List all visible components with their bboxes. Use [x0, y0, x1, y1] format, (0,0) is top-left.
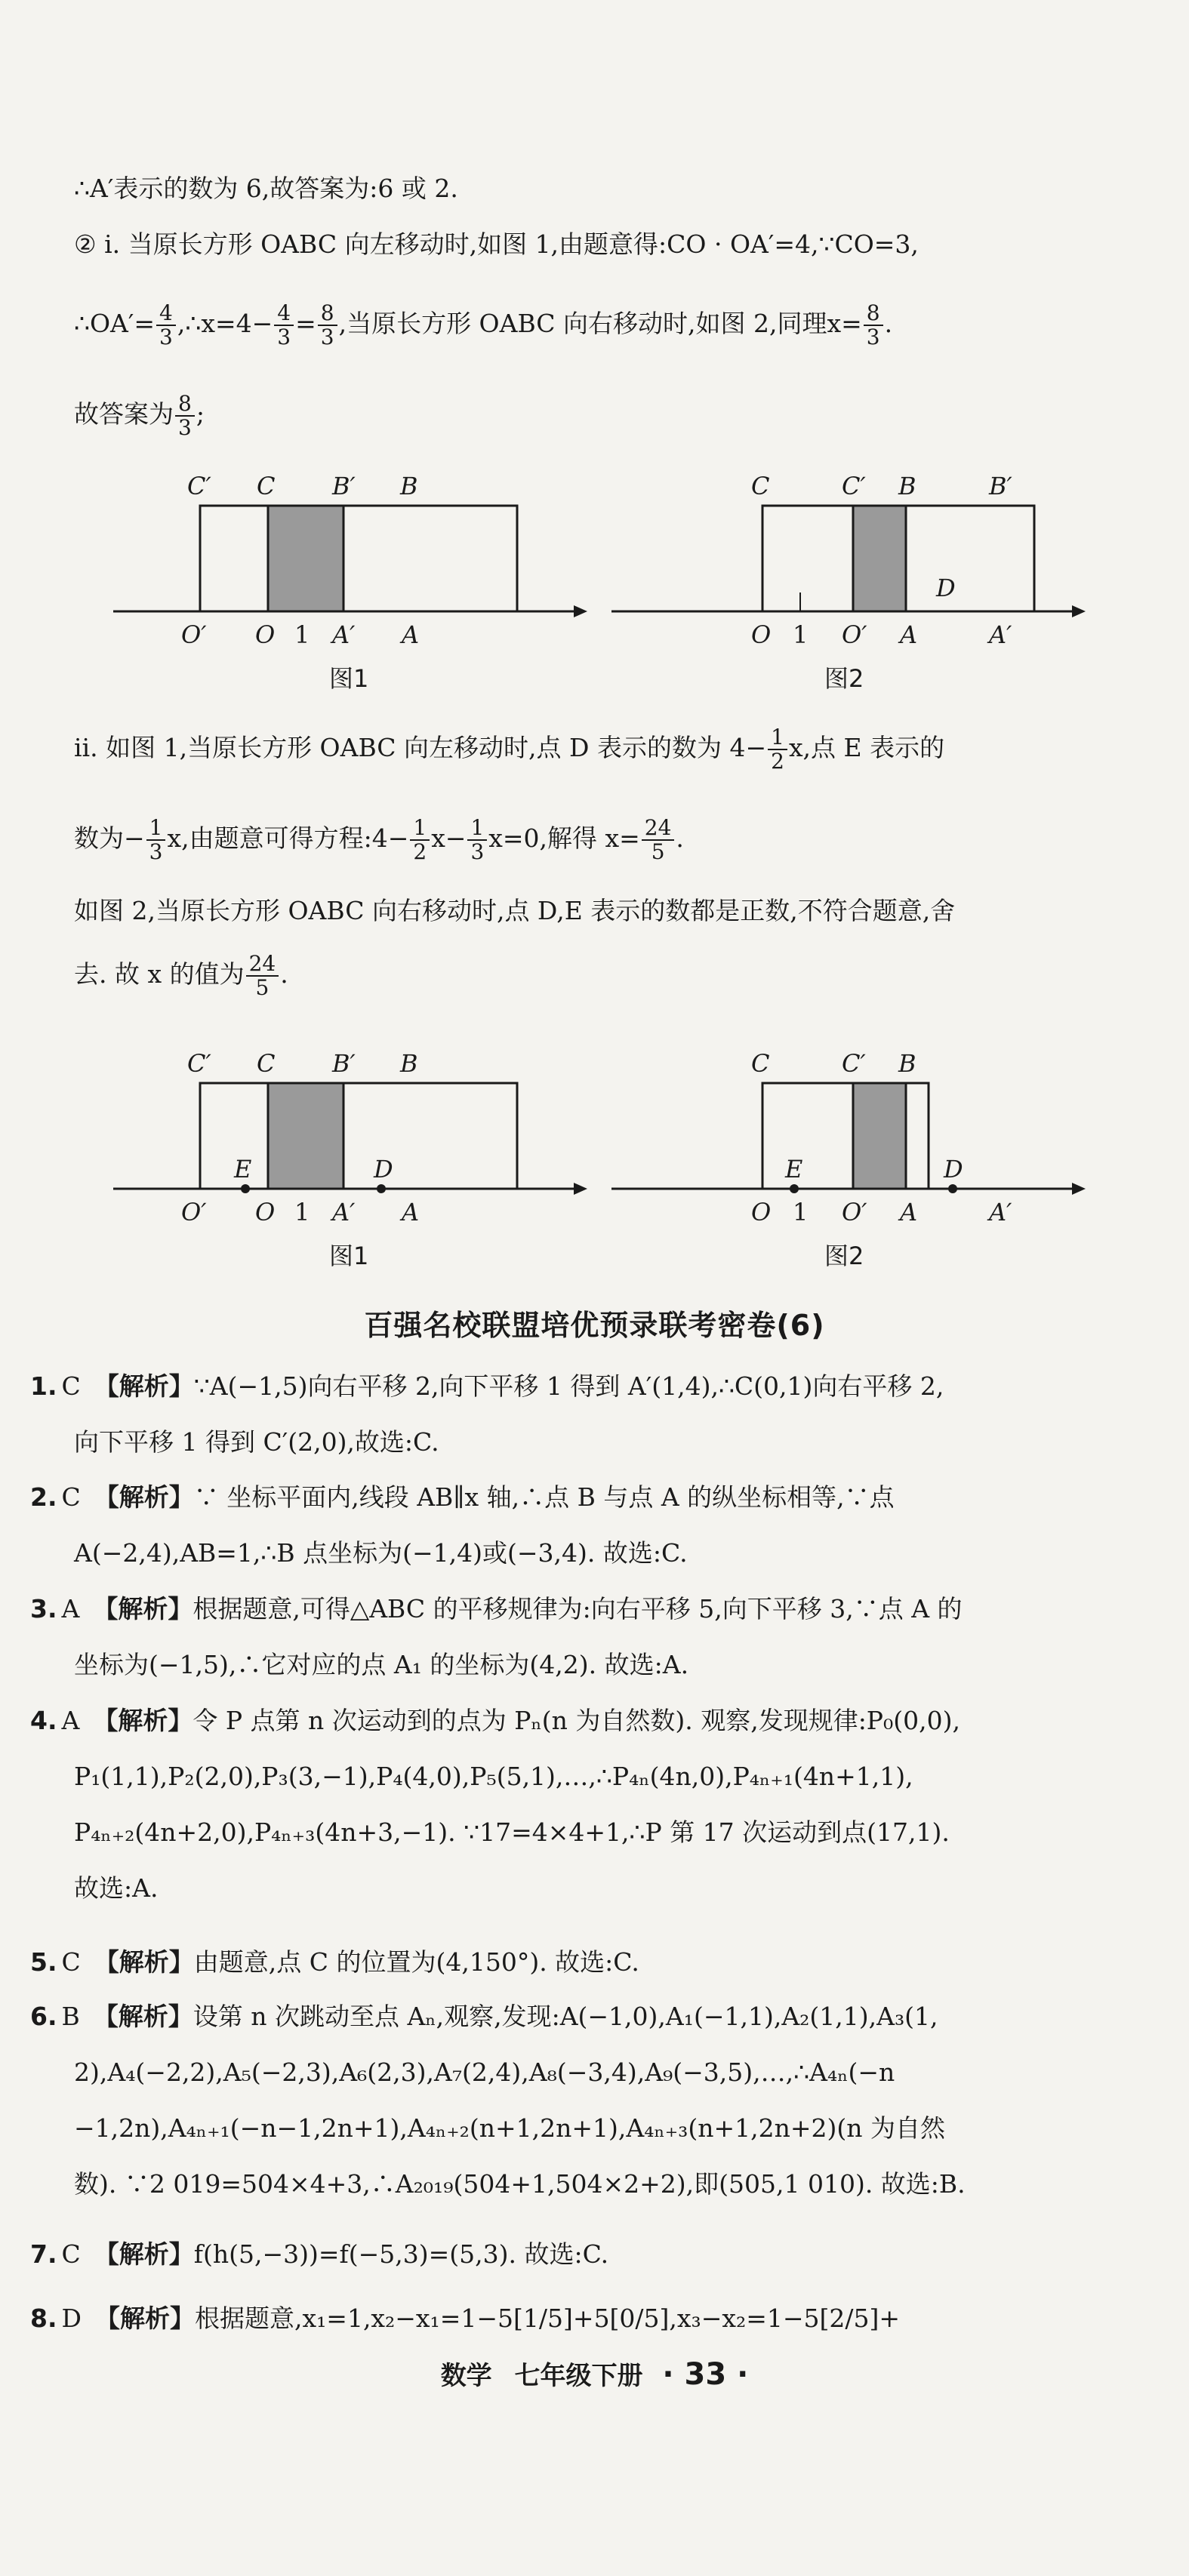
label-E: E — [785, 1155, 803, 1183]
label-O: O — [751, 620, 772, 649]
answer-8-line-1 — [30, 2302, 1080, 2335]
label-B-prime: B′ — [332, 472, 356, 500]
answer-1-line-2: 向下平移 1 得到 C′(2,0),故选:C. — [74, 1427, 439, 1457]
answer-6-line-4: 数). ∵2 019=504×4+3,∴A₂₀₁₉(504+1,504×2+2),即(505,1 010). 故选:B. — [74, 2169, 966, 2199]
analysis-tag: 【解析】 — [93, 1706, 193, 1735]
answer-6-line-2: 2),A₄(−2,2),A₅(−2,3),A₆(2,3),A₇(2,4),A₈(−3,4),A₉(−3,5),…,∴A₄ₙ(−n — [74, 2057, 895, 2087]
answer-5-line-1 — [30, 1946, 1080, 1979]
figure-caption-1: 图1 — [329, 1242, 369, 1270]
analysis-text: ∵ 坐标平面内,线段 AB∥x 轴,∴点 B 与点 A 的纵坐标相等,∵点 — [193, 1482, 895, 1512]
label-O-prime: O′ — [181, 1198, 207, 1226]
question-number: 1. — [30, 1371, 57, 1401]
label-B-prime: B′ — [989, 472, 1012, 500]
label-1: 1 — [793, 620, 809, 649]
solution-line-5: ⅱ. 如图 1,当原长方形 OABC 向左移动时,点 D 表示的数为 4− $\frac{1}{2}$ x,点 E 表示的 — [74, 725, 945, 774]
label-E: E — [234, 1155, 252, 1183]
answer-6-line-3: −1,2n),A₄ₙ₊₁(−n−1,2n+1),A₄ₙ₊₂(n+1,2n+1),A₄ₙ₊₃(n+1,2n+2)(n 为自然 — [74, 2113, 946, 2143]
answer-3-line-1 — [30, 1593, 1080, 1626]
analysis-tag: 【解析】 — [94, 1482, 194, 1512]
answer-choice: A — [61, 1594, 80, 1623]
label-C: C — [257, 472, 276, 500]
label-O: O — [255, 1198, 276, 1226]
fraction-1-3-b: $\frac{1}{3}$ — [467, 817, 487, 863]
fraction-1-3: $\frac{1}{3}$ — [146, 817, 166, 863]
figure-caption-2: 图2 — [824, 664, 864, 693]
fraction-24-5-b: $\frac{24}{5}$ — [246, 953, 279, 999]
question-number: 5. — [30, 1947, 57, 1977]
label-A-prime: A′ — [332, 1198, 356, 1226]
figure-2-top — [604, 468, 1087, 702]
answer-3-line-2: 坐标为(−1,5),∴它对应的点 A₁ 的坐标为(4,2). 故选:A. — [74, 1650, 689, 1679]
answer-choice: D — [61, 2304, 82, 2333]
label-B: B — [400, 1049, 418, 1078]
footer-subject: 数学 — [440, 2361, 492, 2391]
fraction-4-3: $\frac{4}{3}$ — [156, 302, 176, 349]
label-O-prime: O′ — [842, 1198, 867, 1226]
label-A-prime: A′ — [989, 620, 1012, 649]
analysis-text: 由题意,点 C 的位置为(4,150°). 故选:C. — [193, 1947, 639, 1977]
label-B: B — [898, 1049, 916, 1078]
analysis-text: 根据题意,x₁=1,x₂−x₁=1−5[1/5]+5[0/5],x₃−x₂=1−5[2/5]+ — [194, 2304, 901, 2333]
fraction-8-3-c: $\frac{8}{3}$ — [175, 392, 195, 439]
solution-line-4: 故答案为 $\frac{8}{3}$ ; — [74, 391, 205, 440]
analysis-tag: 【解析】 — [93, 1594, 193, 1623]
question-number: 4. — [30, 1706, 57, 1735]
solution-line-7: 如图 2,当原长方形 OABC 向右移动时,点 D,E 表示的数都是正数,不符合题意,舍 — [74, 896, 956, 925]
question-number: 2. — [30, 1482, 57, 1512]
analysis-tag: 【解析】 — [94, 2239, 194, 2269]
analysis-tag: 【解析】 — [94, 1947, 194, 1977]
page-number: · 33 · — [662, 2357, 749, 2392]
figure-1-bottom — [106, 1045, 589, 1279]
label-D: D — [374, 1155, 393, 1183]
label-O-prime: O′ — [842, 620, 867, 649]
analysis-tag: 【解析】 — [94, 1371, 194, 1401]
analysis-text: ∵A(−1,5)向右平移 2,向下平移 1 得到 A′(1,4),∴C(0,1)向右平移 2, — [193, 1371, 944, 1401]
fraction-8-3-b: $\frac{8}{3}$ — [864, 302, 883, 349]
figure-2-bottom — [604, 1045, 1087, 1279]
question-number: 6. — [30, 2002, 57, 2031]
analysis-text: 令 P 点第 n 次运动到的点为 Pₙ(n 为自然数). 观察,发现规律:P₀(0,0), — [193, 1706, 960, 1735]
fraction-1-2-b: $\frac{1}{2}$ — [410, 817, 430, 863]
analysis-text: f(h(5,−3))=f(−5,3)=(5,3). 故选:C. — [193, 2239, 609, 2269]
label-C: C — [751, 1049, 770, 1078]
footer-grade: 七年级下册 — [514, 2361, 643, 2391]
label-A: A — [900, 1198, 918, 1226]
label-A: A — [402, 620, 420, 649]
label-B-prime: B′ — [332, 1049, 356, 1078]
label-O: O — [255, 620, 276, 649]
answer-choice: A — [61, 1706, 80, 1735]
label-1: 1 — [294, 1198, 310, 1226]
answer-choice: C — [61, 1482, 81, 1512]
label-C-prime: C′ — [842, 1049, 866, 1078]
label-D: D — [944, 1155, 963, 1183]
analysis-text: 根据题意,可得△ABC 的平移规律为:向右平移 5,向下平移 3,∵点 A 的 — [193, 1594, 963, 1623]
page-footer — [0, 2355, 1189, 2392]
label-A: A — [900, 620, 918, 649]
answer-choice: C — [61, 1947, 81, 1977]
analysis-tag: 【解析】 — [94, 2304, 195, 2333]
figure-caption-1: 图1 — [329, 664, 369, 693]
solution-line-8: 去. 故 x 的值为 $\frac{24}{5}$ . — [74, 951, 288, 1000]
answer-7-line-1 — [30, 2238, 1080, 2271]
solution-line-2: ② ⅰ. 当原长方形 OABC 向左移动时,如图 1,由题意得:CO · OA′=4,∵CO=3, — [74, 229, 919, 259]
section-title: 百强名校联盟培优预录联考密卷(6) — [364, 1309, 825, 1342]
label-B: B — [898, 472, 916, 500]
fraction-1-2: $\frac{1}{2}$ — [768, 726, 787, 773]
answer-choice: C — [61, 2239, 81, 2269]
fraction-24-5: $\frac{24}{5}$ — [642, 817, 675, 863]
label-C-prime: C′ — [187, 472, 211, 500]
solution-line-3: ∴OA′= $\frac{4}{3}$ ,∴x=4− $\frac{4}{3}$ = $\frac{8}{3}$ ,当原长方形 OABC 向右移动时,如图 2,同理x= $\frac{8}{3}$ . — [74, 300, 893, 349]
answer-4-line-2: P₁(1,1),P₂(2,0),P₃(3,−1),P₄(4,0),P₅(5,1),…,∴P₄ₙ(4n,0),P₄ₙ₊₁(4n+1,1), — [74, 1762, 913, 1791]
label-O-prime: O′ — [181, 620, 207, 649]
answer-1-line-1 — [30, 1370, 1080, 1403]
answer-choice: C — [61, 1371, 81, 1401]
question-number: 7. — [30, 2239, 57, 2269]
label-1: 1 — [294, 620, 310, 649]
fraction-8-3: $\frac{8}{3}$ — [318, 302, 337, 349]
answer-4-line-4: 故选:A. — [74, 1873, 159, 1903]
label-D: D — [936, 574, 956, 602]
label-O: O — [751, 1198, 772, 1226]
answer-4-line-3: P₄ₙ₊₂(4n+2,0),P₄ₙ₊₃(4n+3,−1). ∵17=4×4+1,∴P 第 17 次运动到点(17,1). — [74, 1817, 950, 1847]
label-A: A — [402, 1198, 420, 1226]
answer-6-line-1 — [30, 2000, 1080, 2033]
label-C-prime: C′ — [187, 1049, 211, 1078]
answer-2-line-1 — [30, 1481, 1080, 1514]
figure-caption-2: 图2 — [824, 1242, 864, 1270]
label-C-prime: C′ — [842, 472, 866, 500]
label-A-prime: A′ — [332, 620, 356, 649]
answer-2-line-2: A(−2,4),AB=1,∴B 点坐标为(−1,4)或(−3,4). 故选:C. — [74, 1538, 688, 1568]
label-B: B — [400, 472, 418, 500]
question-number: 8. — [30, 2304, 57, 2333]
answer-4-line-1 — [30, 1704, 1080, 1737]
label-1: 1 — [793, 1198, 809, 1226]
solution-line-1: ∴A′表示的数为 6,故答案为:6 或 2. — [74, 174, 458, 203]
label-C: C — [257, 1049, 276, 1078]
answer-choice: B — [61, 2002, 80, 2031]
solution-line-6: 数为− $\frac{1}{3}$ x,由题意可得方程:4− $\frac{1}{2}$ x− $\frac{1}{3}$ x=0,解得 x= $\frac{24}{5}$ . — [74, 815, 684, 864]
analysis-tag: 【解析】 — [93, 2002, 193, 2031]
label-A-prime: A′ — [989, 1198, 1012, 1226]
fraction-4-3-b: $\frac{4}{3}$ — [274, 302, 294, 349]
analysis-text: 设第 n 次跳动至点 Aₙ,观察,发现:A(−1,0),A₁(−1,1),A₂(1,1),A₃(1, — [193, 2002, 938, 2031]
question-number: 3. — [30, 1594, 57, 1623]
figure-1-top — [106, 468, 589, 702]
label-C: C — [751, 472, 770, 500]
